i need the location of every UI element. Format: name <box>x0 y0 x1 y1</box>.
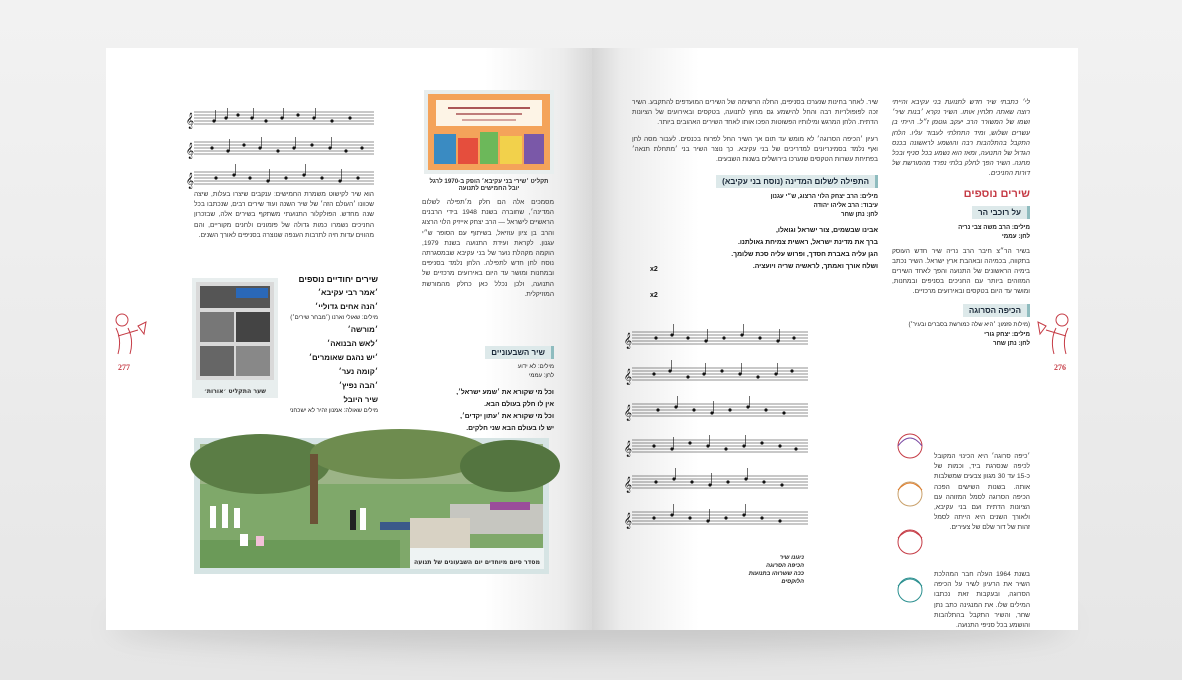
more-songs-item-5: ׳יש נהגם שאומרים׳ <box>308 353 378 362</box>
shavuot-song-title: שיר השבעוניים <box>485 346 554 359</box>
column2-text: שיר. לאחר בחינות שנערכו בסניפים, החלה הרשימה של השירים המועדפים להתקבע. השיר זכה לפופולריות רבה והחל להישמע גם מחוץ לתנועה, בטקסים ובאירועים של הציונות הדתית. הלחן המרגש ומילותיו הפשוטות הפכו אותו לאחד השירים האהובים ביותר. <box>632 99 878 127</box>
svg-text:𝄞: 𝄞 <box>623 513 632 529</box>
song1-title: על רוכבי הר <box>972 206 1030 219</box>
repeat-mark-1: x2 <box>650 266 658 273</box>
anthem-credit-2: עיבוד: הרב אליהו יהודה <box>813 202 878 210</box>
column2-text-2: רעיון ׳הכיפה הסרוגה׳ לא מומש עד תום אך השיר החל לפרוח בכנסים. לעבור מסה לחן ואף נלמד בסמינריונים למדריכים של בני עקיבא. כך נוצר השיר בני ׳מתחלת תנאה׳ בפתיחת עשרות הטקסים שנערכו בירושלים בשנות השבעים. <box>632 135 878 164</box>
ceremony-caption: מסדר סיום מיוחדים יום השבעונים של תנועה <box>414 559 540 566</box>
more-songs-title: שירים יחודיים נוספים <box>298 274 378 284</box>
song2-text: ׳כיפה סרוגה׳ היא הכינוי המקובל לכיפה שנסרגת ביד, וכמות של כ-15 עד 30 מגוון צבעים שמשלבות אותה. בשנות השישים הפכה הכיפה הסרוגה לסמל המזוהה עם הציונות הדתית ועם בני עקיבא, ולאורך השנים היא הייתה לסמל זהות של דור שלם של צעירים. <box>934 453 1030 532</box>
page-number-left: 277 <box>118 363 130 372</box>
anthem-lyric-3: הגן עליה באברת חסדך, ופרוש עליה סכת שלומך. <box>731 251 878 259</box>
score-caption-3: ככה ששרוהו בתנועות <box>748 571 804 577</box>
song2-credit-1: מילים: יצחק גורי <box>984 330 1030 338</box>
sketch-faces <box>888 428 930 628</box>
score-caption-2: הכיפה הסרוגה <box>766 563 804 569</box>
shavuot-lyric-2: אין לו חלק בעולם הבא. <box>484 401 554 408</box>
mascot-icon-right <box>1036 310 1076 360</box>
right-column-1 <box>892 98 1030 348</box>
song1-credit-1: מילים: הרב משה צבי נריה <box>958 223 1030 231</box>
shavuot-song-credit-2: לחן: עממי <box>528 373 554 379</box>
anthem-lyric-4: ושלח אורך ואמתך, לראשיה שריה ויועציה. <box>752 263 878 271</box>
left-page <box>106 48 592 630</box>
more-songs-item-6: ׳קומה נער׳ <box>338 367 378 376</box>
svg-text:𝄞: 𝄞 <box>623 441 632 457</box>
song1-credit-2: לחן: עממי <box>1001 232 1030 240</box>
song1-text: בשיר הר״צ חיבר הרב נריה שיר חדש העוסק בתקווה, בכמיהה ובאהבת ארץ ישראל. השיר נכתב בימיה הראשונים של התנועה והפך לאחד השירים המזוהים ביותר עם החניכים בסניפים ובמחנות, ומושר עד היום בטקסים ובאירועים מרכזיים. <box>892 247 1030 296</box>
svg-text:𝄞: 𝄞 <box>623 369 632 385</box>
svg-text:𝄞: 𝄞 <box>623 333 632 349</box>
intro-text: לי׳ כתבתי שיר חדש לתנועת בני עקיבא והייתי רוצה שאתה תלחין אותו. השיר נקרא ׳בנות שיר׳ ושמו של המשורר הרב יעקב גוטמן ז״ל. הייתי בן עשרים ושלוש, ומיד התחלתי לעבוד עליו. הלחן התקבל בהתלהבות רבה והושמע לראשונה בכנס הגדול של התנועה, ומאז הוא נשמע בכל סניף ובכל מחנה. השיר הפך לחלק בלתי נפרד מהמורשת של דורות החניכים. <box>892 99 1030 178</box>
section-title: שירים נוספים <box>963 187 1030 200</box>
ceremony-caption-box <box>410 548 544 569</box>
record-cover-photo <box>424 90 554 174</box>
score-caption-4: הלוקסים <box>781 579 804 585</box>
right-column-2 <box>632 98 878 273</box>
record-cover-caption: תקליט ׳שירי בני עקיבא׳ הופק ב-1970 לרגל יובל החמישים לתנועה <box>429 178 549 192</box>
score-caption-1: ניגונו שיר <box>779 555 804 561</box>
sheet-music-anthem <box>623 324 808 544</box>
svg-text:𝄞: 𝄞 <box>185 173 194 189</box>
score-caption <box>744 554 804 586</box>
record-cover-image <box>428 94 550 170</box>
anthem-title: התפילה לשלום המדינה (נוסח בני עקיבא) <box>716 175 878 188</box>
more-songs-credit-1: מילים: שאולי וארנו (׳מבחר שירים׳) <box>290 315 378 321</box>
shavuot-song-credit-1: מילים: לא ידוע <box>517 364 554 370</box>
more-songs-block <box>282 272 378 416</box>
anthem-credit-1: מילים: הרב יצחק הלוי הרצוג, ש״י עגנון <box>770 193 878 201</box>
more-songs-item-3: ׳מורשה׳ <box>347 325 378 334</box>
more-songs-item-4: ׳לאש הבנואה׳ <box>327 339 378 348</box>
more-songs-item-7: ׳הבה נפיץ׳ <box>338 381 378 390</box>
right-page <box>592 48 1078 630</box>
page-number-right: 276 <box>1054 363 1066 372</box>
song2-text-2: בשנת 1964 העלה חבר המהלכת השיר את הרעיון לשיר על הכיפה הסרוגה, ובעקבות זאת נכתבו המילים שלו. את המנגינה כתב נתן שחר, והשיר התקבל בהתלהבות והושמע בכל סניפי התנועה. <box>934 571 1030 630</box>
shavuot-song-block <box>422 340 554 435</box>
album-cover-image <box>196 282 274 380</box>
song2-title: הכיפה הסרוגה <box>963 304 1030 317</box>
song2-credit-2: לחן: נתן שחר <box>993 339 1030 347</box>
left-column-text: הוא שיר לקישוט משמרת החמישים: ענקבים שיצרו בעלות, שיצה שכוונו ׳העולם הזה׳ של שיר השנה ועוד שירים רבים, שנכתבו בכל שנה מחדש. הפולקלור התנועתי משתקף בשירים אלה, שבזכרון החניכים נשמרו כמות גדולה של פזמונים ולחנים מקוריים, והם מהווים עדות חיה לתרבות הענפה שנוצרה בסניפים לאורך השנים. <box>194 191 374 239</box>
ceremony-photo <box>194 438 549 574</box>
more-songs-item-1: ׳אמר רבי עקיבא׳ <box>317 288 378 297</box>
more-songs-item-8: שיר היובל <box>343 395 378 404</box>
svg-text:𝄞: 𝄞 <box>185 143 194 159</box>
shavuot-lyric-3: וכל מי שקורא את ׳עתון יקדים׳, <box>460 413 554 420</box>
right-column-text: מסמכים אלה הם חלק מ׳תפילה לשלום המדינה׳, שחוברה בשנת 1948 בידי הרבנים הראשיים לישראל — הרב יצחק אייזיק הלוי הרצוג והרב בן ציון עוזיאל, בשיתוף עם הסופר ש״י עגנון. לקראת ועידת התנועה בשנת 1979, הוקמה מקהלת נוער של בני עקיבא שבמסגרתה נוסח לחן חדש לתפילה. הלחן נלמד בסניפים ובמחנות ומושר עד היום באירועים מרכזיים של התנועה, ולכן נכלל כאן כחלק מהמורשת המוזיקלית. <box>422 199 554 298</box>
shavuot-lyric-1: וכל מי שקורא את ׳שמע ישראל׳, <box>456 389 554 396</box>
shavuot-lyric-4: יש לו בעולם הבא שני חלקים. <box>466 425 554 432</box>
mascot-icon <box>108 310 148 360</box>
svg-text:𝄞: 𝄞 <box>623 405 632 421</box>
more-songs-credit-2: מילים שאולה: אמנון זהיר לא ישכחני <box>289 408 378 414</box>
more-songs-item-2: ׳הנה אחים גדוליי׳ <box>315 302 378 311</box>
album-cover-caption: שער התקליט ׳אורות׳ <box>204 388 266 395</box>
song2-note: (מילות פזמון: ׳היא שלה כמורשת בסברים ובעיר׳) <box>908 321 1030 328</box>
svg-text:𝄞: 𝄞 <box>185 113 194 129</box>
repeat-mark-2: x2 <box>650 292 658 299</box>
anthem-lyric-1: אבינו שבשמים, צור ישראל וגואלו, <box>776 227 878 235</box>
svg-text:𝄞: 𝄞 <box>623 477 632 493</box>
anthem-lyric-2: ברך את מדינת ישראל, ראשית צמיחת גאולתנו. <box>737 239 878 247</box>
anthem-credit-3: לחן: נתן שחר <box>841 211 878 219</box>
album-cover-photo <box>192 278 278 398</box>
